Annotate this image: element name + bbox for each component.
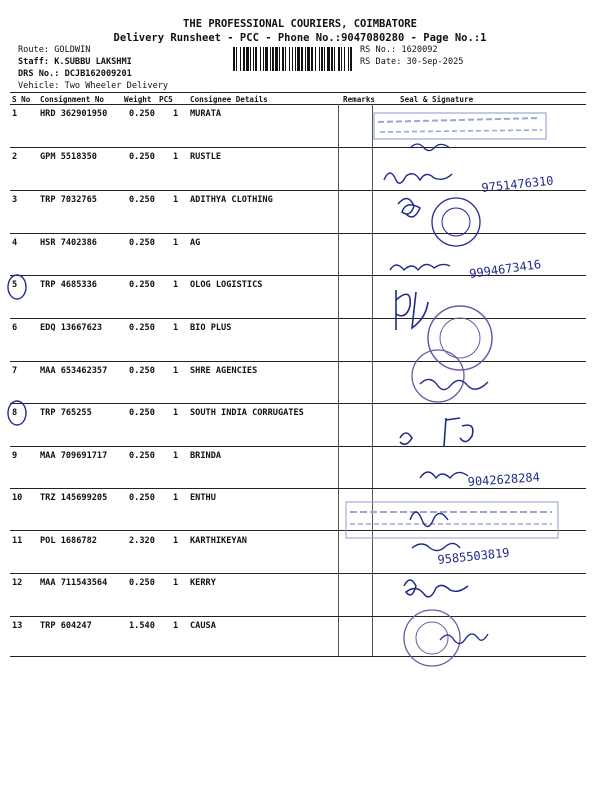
col-remarks: Remarks (343, 95, 376, 104)
row-weight: 0.250 (129, 109, 155, 119)
row-consignee: BIO PLUS (190, 323, 232, 333)
purple-round-stamp-inner (416, 622, 448, 654)
round-stamp (432, 198, 480, 246)
barcode-bar (282, 47, 284, 71)
row-weight: 0.250 (129, 578, 155, 588)
barcode-bar (324, 47, 325, 71)
row-consignment: MAA 709691717 (40, 451, 108, 461)
row-weight: 0.250 (129, 323, 155, 333)
barcode-bar (236, 47, 237, 71)
signature (384, 173, 452, 183)
barcode-bar (270, 47, 271, 71)
barcode-bar (338, 47, 340, 71)
barcode-bar (311, 47, 313, 71)
row-divider (10, 190, 586, 191)
row-consignment: TRP 7032765 (40, 195, 97, 205)
row-pcs: 1 (173, 621, 179, 631)
row-divider (10, 361, 586, 362)
row-weight: 0.250 (129, 493, 155, 503)
signature (412, 543, 460, 550)
barcode-bar (344, 47, 345, 71)
col-seal-signature: Seal & Signature (400, 95, 474, 104)
barcode-bar (297, 47, 300, 71)
row-pcs: 1 (173, 152, 179, 162)
table-top-rule (10, 92, 586, 93)
row-divider (10, 616, 586, 617)
row-pcs: 1 (173, 109, 179, 119)
barcode-bar (285, 47, 286, 71)
barcode-bar (289, 47, 290, 71)
handwritten-phone: 9994673416 (468, 257, 542, 281)
barcode-bar (295, 47, 296, 71)
row-consignment: EDQ 13667623 (40, 323, 103, 333)
row-consignee: OLOG LOGISTICS (190, 280, 263, 290)
row-consignee: AG (190, 238, 201, 248)
row-sno: 12 (12, 578, 23, 588)
purple-round-stamp-inner (440, 318, 480, 358)
company-stamp (374, 113, 546, 139)
row-consignee: MURATA (190, 109, 222, 119)
vehicle-label: Vehicle: Two Wheeler Delivery (18, 81, 169, 91)
row-consignee: KERRY (190, 578, 216, 588)
signature (398, 198, 420, 216)
row-divider (10, 403, 586, 404)
handwritten-phone: 9585503819 (436, 545, 511, 567)
barcode-bar (233, 47, 235, 71)
row-consignee: BRINDA (190, 451, 222, 461)
row-consignee: ADITHYA CLOTHING (190, 195, 273, 205)
row-consignment: MAA 653462357 (40, 366, 108, 376)
row-consignment: TRP 765255 (40, 408, 92, 418)
row-pcs: 1 (173, 323, 179, 333)
rs-number: RS No.: 1620092 (360, 45, 438, 55)
stamp-text-line (378, 118, 540, 122)
row-divider (10, 147, 586, 148)
row-pcs: 1 (173, 366, 179, 376)
row-sno: 13 (12, 621, 23, 631)
row-consignee: SOUTH INDIA CORRUGATES (190, 408, 304, 418)
handwritten-phone: 9751476310 (480, 173, 555, 195)
row-sno: 8 (12, 408, 18, 418)
handwritten-phone: 9042628284 (467, 469, 541, 489)
row-divider (10, 656, 586, 657)
col-consignment: Consignment No (40, 95, 105, 104)
row-pcs: 1 (173, 195, 179, 205)
row-weight: 0.250 (129, 366, 155, 376)
barcode-bar (253, 47, 254, 71)
drs-number: DRS No.: DCJB162009201 (18, 69, 132, 79)
staff-label: Staff: K.SUBBU LAKSHMI (18, 57, 132, 67)
barcode-bar (348, 47, 349, 71)
stamp-text-line (380, 130, 542, 132)
row-sno: 10 (12, 493, 23, 503)
row-consignment: GPM 5518350 (40, 152, 97, 162)
col-consignee: Consignee Details (190, 95, 268, 104)
barcode-bar (243, 47, 245, 71)
barcode-bar (334, 47, 335, 71)
signature (420, 379, 488, 389)
row-consignment: POL 1686782 (40, 536, 97, 546)
round-stamp-inner (442, 208, 470, 236)
signature (410, 512, 448, 527)
signature (390, 264, 450, 270)
barcode-bar (240, 47, 241, 71)
row-sno: 4 (12, 238, 18, 248)
row-weight: 0.250 (129, 238, 155, 248)
rs-date: RS Date: 30-Sep-2025 (360, 57, 464, 67)
row-pcs: 1 (173, 280, 179, 290)
barcode-bar (265, 47, 268, 71)
row-weight: 2.320 (129, 536, 155, 546)
barcode (232, 47, 356, 71)
signature (396, 290, 428, 330)
barcode-bar (315, 47, 316, 71)
row-divider (10, 446, 586, 447)
row-weight: 1.540 (129, 621, 155, 631)
barcode-bar (321, 47, 323, 71)
barcode-bar (301, 47, 303, 71)
barcode-bar (272, 47, 274, 71)
barcode-bar (275, 47, 278, 71)
runsheet-title: Delivery Runsheet - PCC - Phone No.:9047080280 - Page No.:1 (113, 32, 487, 44)
row-divider (10, 488, 586, 489)
row-divider (10, 573, 586, 574)
row-pcs: 1 (173, 451, 179, 461)
barcode-bar (307, 47, 310, 71)
barcode-bar (331, 47, 333, 71)
barcode-bar (327, 47, 330, 71)
row-divider (10, 275, 586, 276)
row-divider (10, 318, 586, 319)
row-weight: 0.250 (129, 408, 155, 418)
barcode-bar (255, 47, 257, 71)
barcode-bar (246, 47, 249, 71)
row-sno: 11 (12, 536, 23, 546)
row-sno: 7 (12, 366, 18, 376)
row-weight: 0.250 (129, 451, 155, 461)
barcode-bar (341, 47, 342, 71)
row-sno: 2 (12, 152, 18, 162)
barcode-bar (292, 47, 293, 71)
row-consignee: CAUSA (190, 621, 216, 631)
row-pcs: 1 (173, 578, 179, 588)
row-consignee: RUSTLE (190, 152, 222, 162)
company-title: THE PROFESSIONAL COURIERS, COIMBATORE (183, 18, 417, 30)
barcode-bar (305, 47, 306, 71)
row-weight: 0.250 (129, 280, 155, 290)
barcode-bar (263, 47, 264, 71)
purple-round-stamp (404, 610, 460, 666)
row-weight: 0.250 (129, 152, 155, 162)
company-stamp (346, 502, 558, 538)
col-weight: Weight (124, 95, 152, 104)
signature (404, 580, 468, 597)
purple-round-stamp (412, 350, 464, 402)
barcode-bar (319, 47, 320, 71)
col-pcs: PCS (159, 95, 173, 104)
row-consignee: KARTHIKEYAN (190, 536, 247, 546)
signature (400, 418, 473, 446)
route-label: Route: GOLDWIN (18, 45, 91, 55)
signature (440, 634, 488, 644)
row-pcs: 1 (173, 408, 179, 418)
row-consignment: TRP 604247 (40, 621, 92, 631)
row-sno: 9 (12, 451, 18, 461)
barcode-bar (350, 47, 352, 71)
row-weight: 0.250 (129, 195, 155, 205)
row-sno: 6 (12, 323, 18, 333)
col-sno: S No (12, 95, 31, 104)
row-divider (10, 233, 586, 234)
row-consignment: HRD 362901950 (40, 109, 108, 119)
row-sno: 5 (12, 280, 18, 290)
signature (420, 472, 468, 478)
barcode-bar (250, 47, 251, 71)
table-header-rule (10, 104, 586, 105)
row-consignee: ENTHU (190, 493, 216, 503)
row-sno: 3 (12, 195, 18, 205)
row-consignee: SHRE AGENCIES (190, 366, 258, 376)
row-consignment: MAA 711543564 (40, 578, 108, 588)
barcode-bar (260, 47, 261, 71)
barcode-bar (279, 47, 280, 71)
row-consignment: HSR 7402386 (40, 238, 97, 248)
row-divider (10, 530, 586, 531)
row-consignment: TRP 4685336 (40, 280, 97, 290)
row-consignment: TRZ 145699205 (40, 493, 108, 503)
row-pcs: 1 (173, 536, 179, 546)
row-sno: 1 (12, 109, 18, 119)
row-pcs: 1 (173, 493, 179, 503)
row-pcs: 1 (173, 238, 179, 248)
